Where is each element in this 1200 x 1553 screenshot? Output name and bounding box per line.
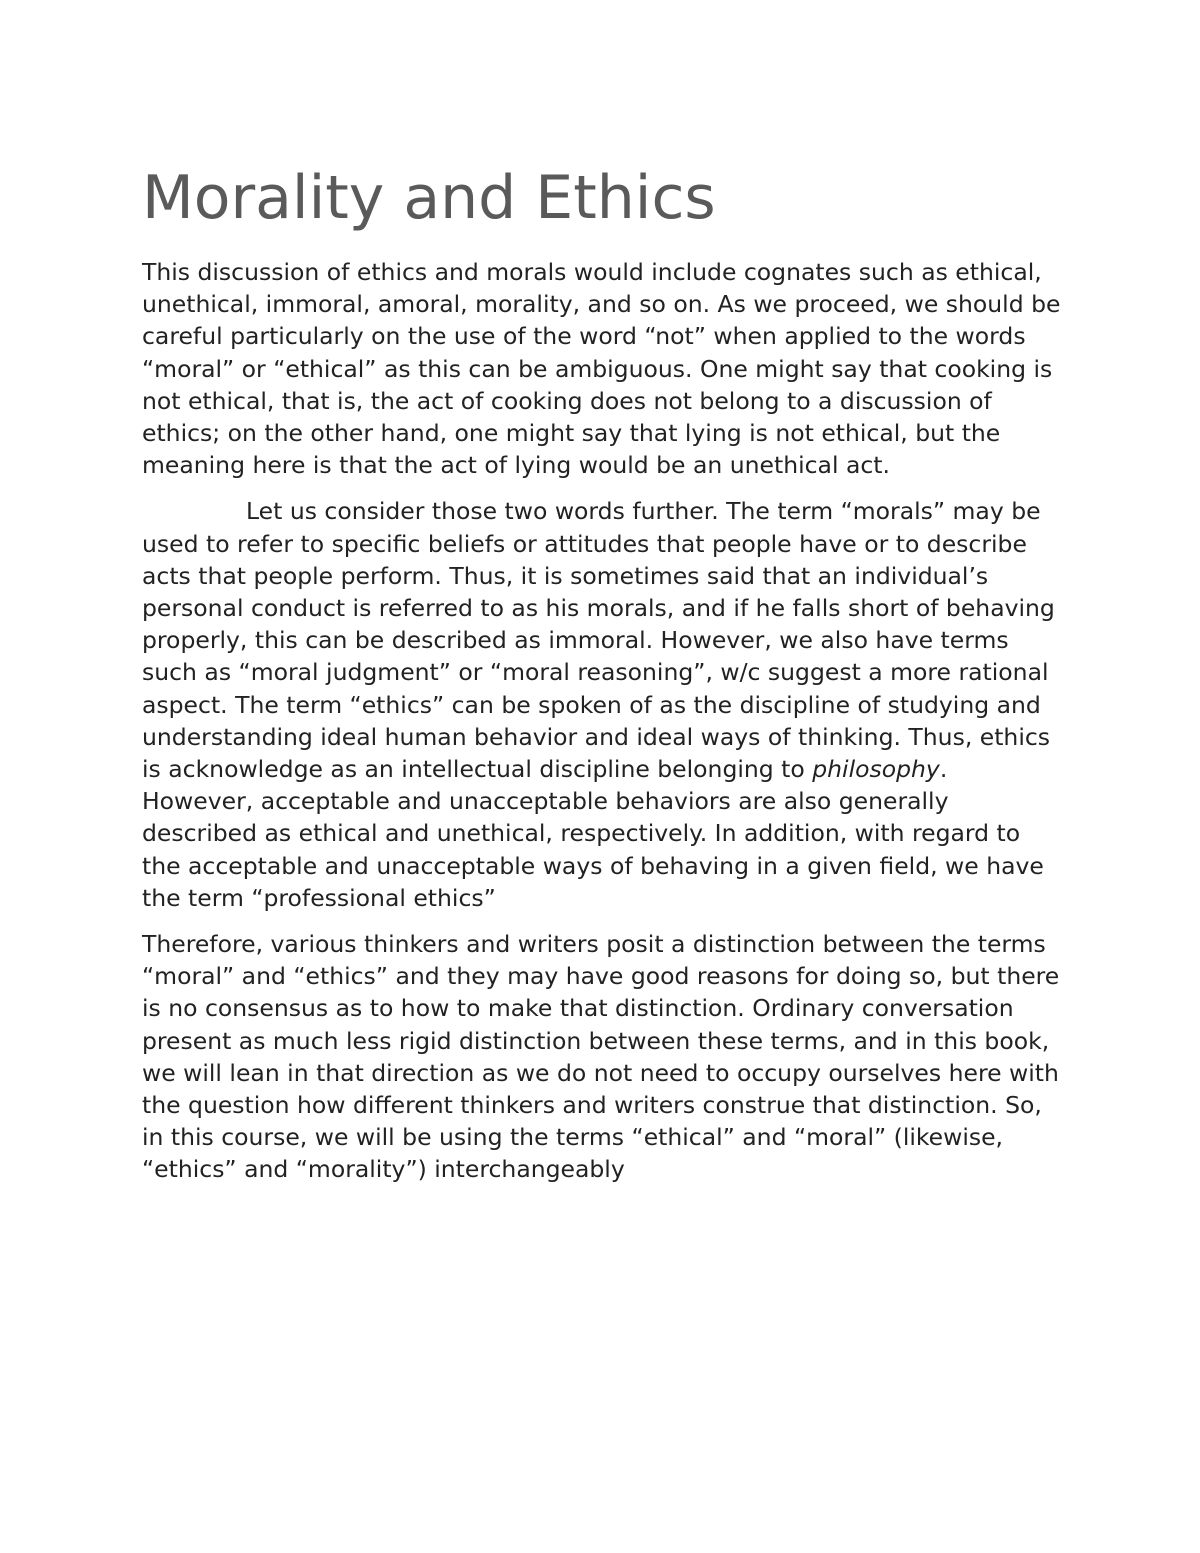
paragraph-1: This discussion of ethics and morals would include cognates such as ethical, unethical, immoral, amoral, morality, and so on. As we proceed, we should be careful particularly on the use of the word “not” when applied to the words “moral” or “ethical” as this can be ambiguous. One might say that cooking is not ethical, that is, the act of cooking does not belong to a discussion of ethics; on the other hand, one might say that lying is not ethical, but the meaning here is that the act of lying would be an unethical act. xyxy=(142,258,1061,480)
paragraph-2-text-before-emphasis: Let us consider those two words further. The term “morals” may be used to refer to specific beliefs or attitudes that people have or to describe acts that people perform. Thus, it is sometimes said that an individual’s personal conduct is referred to as his morals, and if he falls short of behaving properly, this can be described as immoral. However, we also have terms such as “moral judgment” or “moral reasoning”, w/c suggest a more rational aspect. The term “ethics” can be spoken of as the discipline of studying and understanding ideal human behavior and ideal ways of thinking. Thus, ethics is acknowledge as an intellectual discipline belonging to xyxy=(142,497,1055,784)
paragraph-2 xyxy=(142,495,1064,914)
paragraph-2-emphasis-philosophy: philosophy xyxy=(812,755,940,784)
paragraph-3: Therefore, various thinkers and writers posit a distinction between the terms “moral” and “ethics” and they may have good reasons for doing so, but there is no consensus as to how to make that distinction. Ordinary conversation present as much less rigid distinction between these terms, and in this book, we will lean in that direction as we do not need to occupy ourselves here with the question how different thinkers and writers construe that distinction. So, in this course, we will be using the terms “ethical” and “moral” (likewise, “ethics” and “morality”) interchangeably xyxy=(142,930,1060,1184)
document-title: Morality and Ethics xyxy=(142,163,716,233)
paragraph-2-text-after-emphasis: . However, acceptable and unacceptable behaviors are also generally described as ethical and unethical, respectively. In addition, with regard to the acceptable and unacceptable ways of behaving in a given field, we have the term “professional ethics” xyxy=(142,755,1044,912)
document-content xyxy=(142,160,1064,1200)
